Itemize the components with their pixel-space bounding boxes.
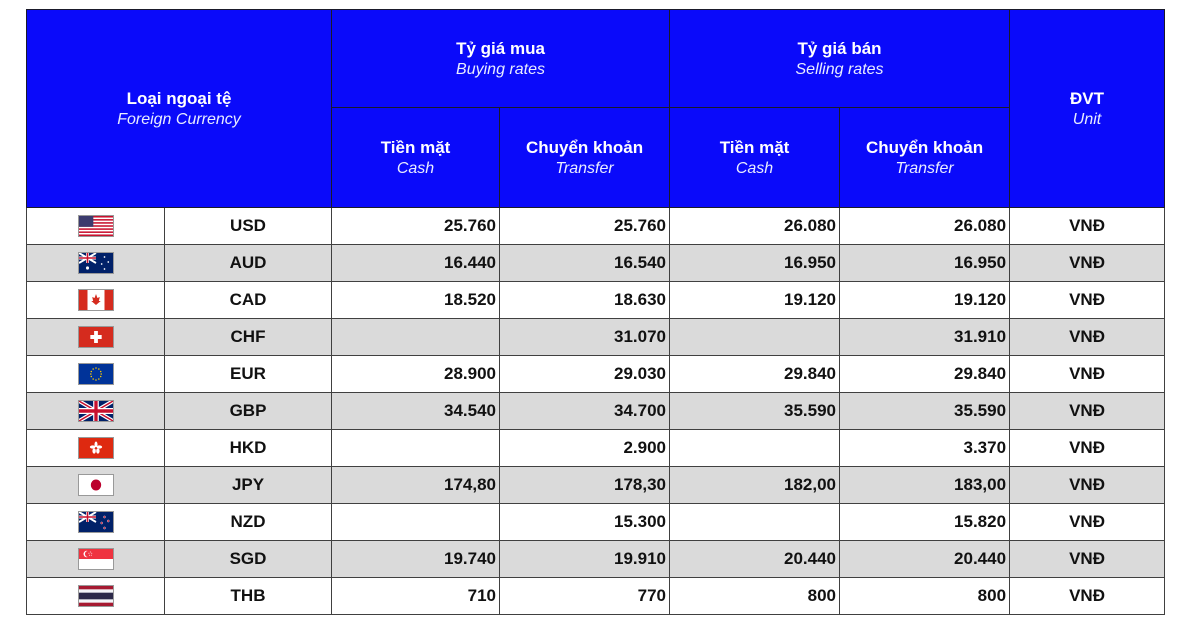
sell-cash-value: 35.590 <box>670 393 840 430</box>
unit-value: VNĐ <box>1010 282 1165 319</box>
buy-transfer-value: 2.900 <box>500 430 670 467</box>
us-flag-icon <box>78 215 114 237</box>
table-row <box>27 319 1165 356</box>
header-buying-vi: Tỷ giá mua <box>456 38 545 58</box>
sell-cash-value: 19.120 <box>670 282 840 319</box>
buy-transfer-value: 29.030 <box>500 356 670 393</box>
sell-transfer-value: 26.080 <box>840 208 1010 245</box>
currency-code: JPY <box>165 467 332 504</box>
buy-cash-value: 16.440 <box>332 245 500 282</box>
sell-transfer-value: 29.840 <box>840 356 1010 393</box>
buy-transfer-value: 31.070 <box>500 319 670 356</box>
flag-cell <box>27 208 165 245</box>
header-foreign-currency <box>27 10 332 208</box>
flag-cell <box>27 430 165 467</box>
header-cash-vi: Tiền mặt <box>719 137 790 157</box>
header-buying-cash <box>332 108 500 208</box>
table-row <box>27 245 1165 282</box>
buy-transfer-value: 25.760 <box>500 208 670 245</box>
hk-flag-icon <box>78 437 114 459</box>
th-flag-icon <box>78 585 114 607</box>
jp-flag-icon <box>78 474 114 496</box>
header-currency-vi: Loại ngoại tệ <box>126 88 232 108</box>
currency-code: GBP <box>165 393 332 430</box>
header-selling-rates <box>670 10 1010 108</box>
sell-cash-value: 26.080 <box>670 208 840 245</box>
buy-transfer-value: 15.300 <box>500 504 670 541</box>
header-selling-transfer <box>840 108 1010 208</box>
currency-code: CAD <box>165 282 332 319</box>
sell-transfer-value: 15.820 <box>840 504 1010 541</box>
header-transfer-vi: Chuyển khoản <box>865 137 984 157</box>
sell-transfer-value: 31.910 <box>840 319 1010 356</box>
currency-code: USD <box>165 208 332 245</box>
header-selling-cash <box>670 108 840 208</box>
header-transfer-en: Transfer <box>555 159 614 177</box>
header-buying-en: Buying rates <box>456 60 545 78</box>
header-cash-vi: Tiền mặt <box>380 137 451 157</box>
flag-cell <box>27 319 165 356</box>
currency-code: AUD <box>165 245 332 282</box>
buy-transfer-value: 16.540 <box>500 245 670 282</box>
nz-flag-icon <box>78 511 114 533</box>
unit-value: VNĐ <box>1010 504 1165 541</box>
flag-cell <box>27 393 165 430</box>
currency-code: HKD <box>165 430 332 467</box>
unit-value: VNĐ <box>1010 208 1165 245</box>
header-buying-rates <box>332 10 670 108</box>
unit-value: VNĐ <box>1010 245 1165 282</box>
table-row <box>27 208 1165 245</box>
flag-cell <box>27 541 165 578</box>
sell-transfer-value: 183,00 <box>840 467 1010 504</box>
buy-cash-value: 25.760 <box>332 208 500 245</box>
sell-cash-value: 29.840 <box>670 356 840 393</box>
header-cash-en: Cash <box>396 159 435 177</box>
exchange-rate-table <box>26 9 1165 615</box>
table-row <box>27 467 1165 504</box>
flag-cell <box>27 282 165 319</box>
sell-transfer-value: 35.590 <box>840 393 1010 430</box>
header-transfer-en: Transfer <box>895 159 954 177</box>
sell-cash-value: 182,00 <box>670 467 840 504</box>
unit-value: VNĐ <box>1010 578 1165 615</box>
currency-code: THB <box>165 578 332 615</box>
buy-cash-value <box>332 319 500 356</box>
table-row <box>27 393 1165 430</box>
currency-code: SGD <box>165 541 332 578</box>
ca-flag-icon <box>78 289 114 311</box>
gb-flag-icon <box>78 400 114 422</box>
buy-transfer-value: 18.630 <box>500 282 670 319</box>
buy-cash-value <box>332 504 500 541</box>
header-transfer-vi: Chuyển khoản <box>525 137 644 157</box>
buy-transfer-value: 19.910 <box>500 541 670 578</box>
table-row <box>27 504 1165 541</box>
unit-value: VNĐ <box>1010 319 1165 356</box>
sell-cash-value <box>670 430 840 467</box>
table-row <box>27 578 1165 615</box>
buy-transfer-value: 34.700 <box>500 393 670 430</box>
sell-cash-value <box>670 504 840 541</box>
buy-cash-value: 34.540 <box>332 393 500 430</box>
rate-rows <box>27 208 1165 615</box>
sell-cash-value <box>670 319 840 356</box>
unit-value: VNĐ <box>1010 356 1165 393</box>
header-buying-transfer <box>500 108 670 208</box>
header-unit-vi: ĐVT <box>1070 88 1105 108</box>
buy-cash-value: 18.520 <box>332 282 500 319</box>
sell-transfer-value: 3.370 <box>840 430 1010 467</box>
sell-transfer-value: 19.120 <box>840 282 1010 319</box>
flag-cell <box>27 245 165 282</box>
exchange-rate-board <box>26 9 1164 615</box>
header-unit <box>1010 10 1165 208</box>
table-row <box>27 541 1165 578</box>
table-row <box>27 356 1165 393</box>
buy-cash-value <box>332 430 500 467</box>
sell-cash-value: 800 <box>670 578 840 615</box>
sell-transfer-value: 16.950 <box>840 245 1010 282</box>
unit-value: VNĐ <box>1010 393 1165 430</box>
currency-code: NZD <box>165 504 332 541</box>
buy-cash-value: 19.740 <box>332 541 500 578</box>
unit-value: VNĐ <box>1010 541 1165 578</box>
sg-flag-icon <box>78 548 114 570</box>
header-selling-en: Selling rates <box>795 60 884 78</box>
sell-cash-value: 16.950 <box>670 245 840 282</box>
table-row <box>27 282 1165 319</box>
currency-code: CHF <box>165 319 332 356</box>
ch-flag-icon <box>78 326 114 348</box>
sell-transfer-value: 20.440 <box>840 541 1010 578</box>
currency-code: EUR <box>165 356 332 393</box>
buy-cash-value: 28.900 <box>332 356 500 393</box>
flag-cell <box>27 504 165 541</box>
unit-value: VNĐ <box>1010 430 1165 467</box>
flag-cell <box>27 356 165 393</box>
sell-transfer-value: 800 <box>840 578 1010 615</box>
header-currency-en: Foreign Currency <box>117 110 241 128</box>
sell-cash-value: 20.440 <box>670 541 840 578</box>
flag-cell <box>27 578 165 615</box>
header-cash-en: Cash <box>735 159 774 177</box>
unit-value: VNĐ <box>1010 467 1165 504</box>
flag-cell <box>27 467 165 504</box>
buy-transfer-value: 178,30 <box>500 467 670 504</box>
au-flag-icon <box>78 252 114 274</box>
buy-cash-value: 174,80 <box>332 467 500 504</box>
header-selling-vi: Tỷ giá bán <box>797 38 882 58</box>
header-unit-en: Unit <box>1072 110 1102 128</box>
eu-flag-icon <box>78 363 114 385</box>
buy-transfer-value: 770 <box>500 578 670 615</box>
buy-cash-value: 710 <box>332 578 500 615</box>
table-row <box>27 430 1165 467</box>
